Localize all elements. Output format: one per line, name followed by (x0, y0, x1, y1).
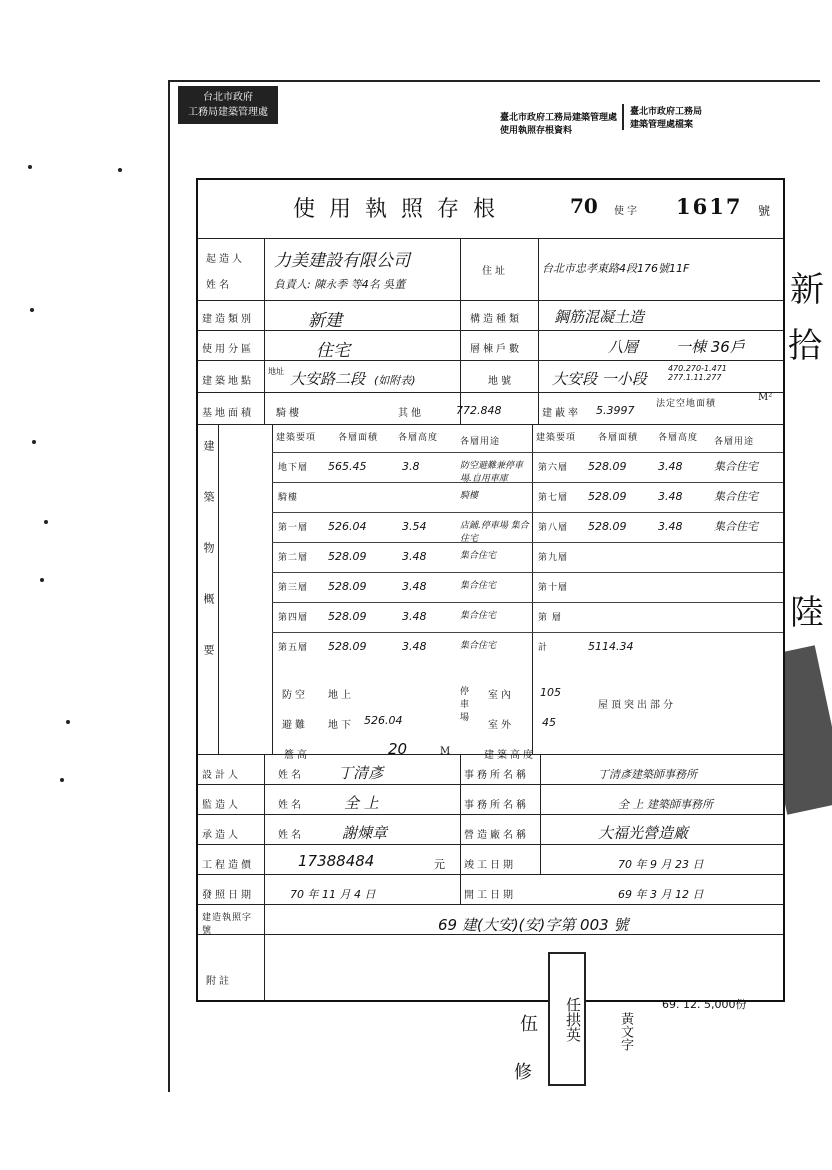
floor-use: 集合住宅 (460, 551, 497, 561)
floor-name: 第九層 (538, 553, 569, 563)
floor-area: 526.04 (328, 520, 367, 533)
floor-area: 528.09 (588, 490, 627, 503)
scan-speck (60, 778, 64, 782)
cost-value: 17388484 (298, 852, 375, 870)
header-height-right: 各層高度 (658, 433, 699, 443)
header-area-right: 各層面積 (598, 433, 639, 443)
designer-office: 丁清彥建築師事務所 (598, 768, 697, 781)
floor-use: 店鋪.停車場 集合住宅 (460, 521, 529, 544)
floor-name: 騎樓 (278, 493, 299, 503)
floor-name: 第三層 (278, 583, 309, 593)
label-designer: 設計人 (202, 770, 241, 781)
applicant-company: 力美建設有限公司 (274, 251, 410, 271)
label-structure: 構造種類 (470, 314, 522, 325)
side-character: 新 (790, 270, 824, 310)
stamp-text: 使用執照存根資料 (500, 126, 573, 136)
contractor-name: 謝煉章 (342, 824, 388, 842)
indoor-value: 105 (540, 686, 561, 699)
header-use: 各層用途 (460, 437, 501, 447)
floor-area: 5114.34 (588, 640, 634, 653)
top-left-stamp (178, 86, 278, 124)
top-mid-stamp (500, 110, 617, 136)
designer-name: 丁清彥 (338, 764, 384, 782)
start-date: 69 年 3 月 12 日 (618, 888, 704, 901)
floor-height: 3.48 (402, 580, 427, 593)
label-name: 姓名 (206, 280, 232, 291)
cost-unit: 元 (434, 858, 445, 871)
stamp-text: 工務局建築管理處 (188, 107, 268, 118)
floor-height: 3.48 (658, 490, 683, 503)
section-side-label: 建築物概要 (202, 440, 215, 695)
serial-number: 1617 (676, 194, 743, 219)
unit-m2: M² (758, 392, 773, 403)
header-item-right: 建築要項 (536, 433, 577, 443)
floor-name: 第二層 (278, 553, 309, 563)
floor-name: 第 層 (538, 613, 562, 623)
scan-speck (32, 440, 36, 444)
stamp-text: 臺北市政府工務局 (630, 107, 703, 117)
floor-area: 528.09 (328, 550, 367, 563)
label-roof-projection: 屋頂突出部分 (598, 700, 676, 711)
floor-name: 第八層 (538, 523, 569, 533)
stamp-text: 臺北市政府工務局建築管理處 (500, 113, 618, 123)
label-contractor: 承造人 (202, 830, 241, 841)
label-start-date: 開工日期 (464, 890, 516, 901)
floor-height: 3.48 (658, 460, 683, 473)
floor-use: 集合住宅 (460, 641, 497, 651)
header-height: 各層高度 (398, 433, 439, 443)
label-above-ground: 地上 (328, 690, 354, 701)
year-number: 70 (570, 194, 598, 218)
signature-char: 黃文字 (618, 1012, 633, 1051)
table-row (272, 542, 783, 543)
label-open-space: 法定空地面積 (656, 399, 717, 409)
label-contractor-name: 姓名 (278, 830, 304, 841)
evac-area-value: 526.04 (364, 714, 403, 727)
table-row (272, 632, 783, 633)
label-air-defense: 防空 (282, 690, 308, 701)
scan-speck (28, 165, 32, 169)
stamp-text: 建築管理處檔案 (630, 120, 694, 130)
top-right-stamp (622, 104, 702, 130)
form-title (293, 192, 509, 223)
label-evacuation: 避難 (282, 720, 308, 731)
header-use-right: 各層用途 (714, 437, 755, 447)
label-building-height: 建築高度 (484, 750, 536, 761)
lot-number: 470.270-1.471 277.1.11.277 (668, 364, 727, 382)
side-character: 陸 (790, 593, 824, 633)
header-item: 建築要項 (276, 433, 317, 443)
site-note: (如附表) (374, 374, 416, 387)
floor-name: 第一層 (278, 523, 309, 533)
floor-area: 528.09 (328, 580, 367, 593)
floor-use: 集合住宅 (460, 611, 497, 621)
issue-date: 70 年 11 月 4 日 (290, 888, 376, 901)
print-note: 69. 12. 5,000份 (662, 998, 747, 1011)
floor-area: 565.45 (328, 460, 367, 473)
floor-name: 地下層 (278, 463, 309, 473)
scan-speck (30, 308, 34, 312)
side-character: 拾 (788, 326, 822, 366)
floor-name: 第五層 (278, 643, 309, 653)
building-type-value: 新建 (308, 311, 342, 331)
floor-height: 3.54 (402, 520, 427, 533)
supervisor-office: 全 上 建築師事務所 (618, 798, 713, 811)
floor-name: 第六層 (538, 463, 569, 473)
coverage-value: 5.3997 (596, 404, 635, 417)
floor-use: 集合住宅 (714, 520, 758, 533)
floor-use: 集合住宅 (714, 490, 758, 503)
label-outdoor: 室外 (488, 720, 514, 731)
permit-form (196, 178, 785, 1002)
floor-area: 528.09 (588, 460, 627, 473)
label-underground: 地下 (328, 720, 354, 731)
units-value: 一棟 36戶 (676, 338, 745, 356)
eave-height-value: 20 (388, 740, 408, 758)
table-row (272, 512, 783, 513)
applicant-address: 台北市忠孝東路4段176號11F (542, 262, 690, 275)
permit-number: 69 建(大安)(安)字第 003 號 (438, 916, 629, 934)
table-row (272, 572, 783, 573)
structure-value: 鋼筋混凝土造 (554, 308, 645, 326)
floor-height: 3.48 (402, 550, 427, 563)
contractor-firm: 大福光營造廠 (598, 824, 689, 842)
table-row (272, 602, 783, 603)
use-zone-value: 住宅 (316, 341, 350, 361)
floor-height: 3.48 (402, 610, 427, 623)
header-area: 各層面積 (338, 433, 379, 443)
label-site-address: 地址 (268, 367, 284, 376)
floor-height: 3.48 (658, 520, 683, 533)
outdoor-value: 45 (542, 716, 556, 729)
label-floors-units: 層棟戶數 (470, 344, 522, 355)
label-completion-date: 竣工日期 (464, 860, 516, 871)
floor-area: 528.09 (328, 640, 367, 653)
other-area-value: 772.848 (456, 404, 502, 417)
floor-area: 528.09 (588, 520, 627, 533)
seal-char: 修 (514, 1062, 532, 1083)
label-site: 建築地點 (202, 376, 254, 387)
supervisor-name: 全 上 (344, 794, 379, 812)
label-issue-date: 發照日期 (202, 890, 254, 901)
label-eave-height: 簷高 (284, 750, 310, 761)
scan-speck (118, 168, 122, 172)
floor-height: 3.48 (402, 640, 427, 653)
floor-name: 第十層 (538, 583, 569, 593)
serial-prefix: 使字 (614, 206, 640, 217)
scan-speck (66, 720, 70, 724)
floor-use: 集合住宅 (460, 581, 497, 591)
unit-m: M (440, 746, 451, 757)
label-building-type: 建造類別 (202, 314, 254, 325)
label-lot: 地號 (488, 376, 514, 387)
seal-text: 任拱英 (564, 996, 582, 1042)
floor-area: 528.09 (328, 610, 367, 623)
label-other: 其他 (398, 408, 424, 419)
label-supervisor-office: 事務所名稱 (464, 800, 529, 811)
label-remarks: 附註 (206, 976, 232, 987)
label-indoor: 室內 (488, 690, 514, 701)
floor-name: 第七層 (538, 493, 569, 503)
scan-speck (44, 520, 48, 524)
applicant-representative: 負責人: 陳永季 等4名 吳董 (274, 278, 406, 291)
seal-stamp (548, 952, 586, 1086)
label-cost: 工程造價 (202, 860, 254, 871)
title-text: 使用執照存根 (293, 197, 510, 222)
label-use-zone: 使用分區 (202, 344, 254, 355)
label-parking: 停車場 (460, 687, 471, 723)
serial-suffix: 號 (758, 204, 771, 218)
label-arcade: 騎樓 (276, 408, 302, 419)
floor-name: 第四層 (278, 613, 309, 623)
seal-char: 伍 (520, 1014, 538, 1035)
floor-height: 3.8 (402, 460, 420, 473)
label-address: 住址 (482, 266, 508, 277)
completion-date: 70 年 9 月 23 日 (618, 858, 704, 871)
label-permit-number: 建造執照字號 (202, 913, 253, 936)
label-applicant: 起造人 (206, 254, 245, 265)
label-designer-name: 姓名 (278, 770, 304, 781)
floor-name: 計 (538, 643, 549, 653)
label-site-area: 基地面積 (202, 408, 254, 419)
floor-use: 防空避難兼停車場.自用車庫 (460, 461, 524, 484)
label-contractor-firm: 營造廠名稱 (464, 830, 529, 841)
label-coverage: 建蔽率 (542, 408, 581, 419)
scan-speck (40, 578, 44, 582)
label-supervisor: 監造人 (202, 800, 241, 811)
site-address: 大安路二段 (290, 370, 366, 388)
floor-use: 集合住宅 (714, 460, 758, 473)
table-row (272, 482, 783, 483)
lot-value: 大安段 一小段 (552, 370, 647, 388)
floor-use: 騎樓 (460, 491, 479, 501)
label-designer-office: 事務所名稱 (464, 770, 529, 781)
floors-value: 八層 (608, 338, 639, 356)
label-supervisor-name: 姓名 (278, 800, 304, 811)
table-row (272, 452, 783, 453)
stamp-text: 台北市政府 (203, 92, 253, 103)
